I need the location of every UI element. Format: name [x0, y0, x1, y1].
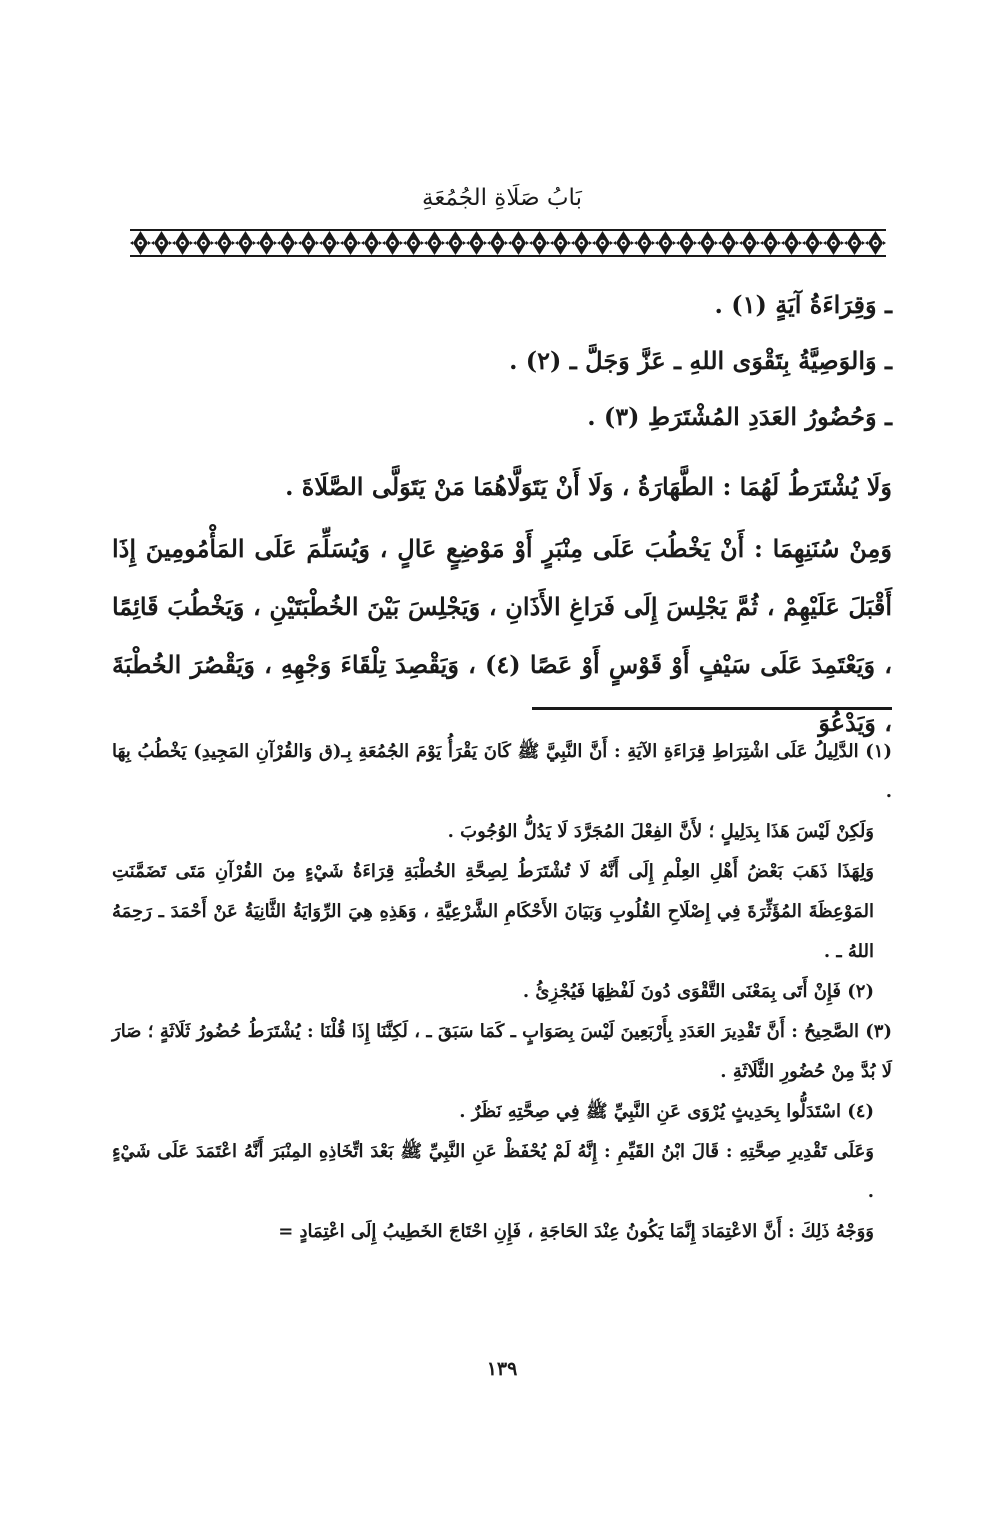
- condition-item-attendance: ـ وَحُضُورُ العَدَدِ المُشْتَرَطِ (٣) .: [587, 402, 892, 431]
- footnote-4-continuation: وَعَلَى تَقْدِيرِ صِحَّتِهِ : قَالَ ابْنُ القَيِّمِ : إِنَّهُ لَمْ يُحْفَظْ عَنِ النَّبِيِّ ﷺ بَعْدَ اتِّخَاذِهِ المِنْبَرَ أَنَّهُ اعْتَمَدَ عَلَى شَيْءٍ .: [112, 1141, 874, 1202]
- footnote-divider: [532, 707, 892, 710]
- footnote-1-continuation: وَلَكِنْ لَيْسَ هَذَا بِدَلِيلٍ ؛ لأَنَّ الفِعْلَ المُجَرَّدَ لَا يَدُلُّ الوُجُوبَ .: [447, 821, 874, 842]
- footnote-4-continuation: وَوَجْهُ ذَلِكَ : أَنَّ الاعْتِمَادَ إِنَّمَا يَكُونُ عِنْدَ الحَاجَةِ ، فَإِنِ احْتَاجَ الخَطِيبُ إِلَى اعْتِمَادٍ =: [278, 1221, 874, 1242]
- footnote-4: (٤) اسْتَدَلُّوا بِحَدِيثٍ يُرْوَى عَنِ النَّبِيِّ ﷺ فِي صِحَّتِهِ نَظَرٌ .: [459, 1101, 874, 1122]
- condition-item-taqwa: ـ وَالوَصِيَّةُ بِتَقْوَى اللهِ ـ عَزَّ وَجَلَّ ـ (٢) .: [509, 346, 892, 375]
- main-text: [112, 290, 892, 752]
- ornament-divider: [130, 228, 886, 258]
- paragraph-sunnahs: وَمِنْ سُنَنِهِمَا : أَنْ يَخْطُبَ عَلَى مِنْبَرٍ أَوْ مَوْضِعٍ عَالٍ ، وَيُسَلِّمَ عَلَى المَأْمُومِينَ إِذَا أَقْبَلَ عَلَيْهِمْ ، ثُمَّ يَجْلِسَ إِلَى فَرَاغِ الأَذَانِ ، وَيَجْلِسَ بَيْنَ الخُطْبَتَيْنِ ، وَيَخْطُبَ قَائِمًا ، وَيَعْتَمِدَ عَلَى سَيْفٍ أَوْ قَوْسٍ أَوْ عَصًا (٤) ، وَيَقْصِدَ تِلْقَاءَ وَجْهِهِ ، وَيَقْصُرَ الخُطْبَةَ ، وَيَدْعُوَ: [112, 534, 893, 737]
- footnote-2: (٢) فَإِنْ أَتَى بِمَعْنَى التَّقْوَى دُونَ لَفْظِهَا فَيُجْزِئُ .: [522, 981, 874, 1002]
- paragraph-not-required: وَلَا يُشْتَرَطُ لَهُمَا : الطَّهَارَةُ ، وَلَا أَنْ يَتَوَلَّاهُمَا مَنْ يَتَوَلَّى الصَّلَاةَ .: [285, 472, 892, 501]
- footnote-1-continuation: وَلِهَذَا ذَهَبَ بَعْضُ أَهْلِ العِلْمِ إِلَى أَنَّهُ لَا تُشْتَرَطُ لِصِحَّةِ الخُطْبَةِ قِرَاءَةُ شَيْءٍ مِنَ القُرْآنِ مَتَى تَضَمَّنَتِ المَوْعِظَةَ المُؤَثِّرَةَ فِي إِصْلَاحِ القُلُوبِ وَبَيَانَ الأَحْكَامِ الشَّرْعِيَّةِ ، وَهَذِهِ هِيَ الرِّوَايَةُ الثَّانِيَةُ عَنْ أَحْمَدَ ـ رَحِمَهُ اللهُ ـ .: [112, 861, 874, 962]
- footnote-1: (١) الدَّلِيلُ عَلَى اشْتِرَاطِ قِرَاءَةِ الآيَةِ : أَنَّ النَّبِيَّ ﷺ كَانَ يَقْرَأُ يَوْمَ الجُمُعَةِ بِـ(ق وَالقُرْآنِ المَجِيدِ) يَخْطُبُ بِهَا .: [112, 741, 892, 802]
- footnote-3: (٣) الصَّحِيحُ : أَنَّ تَقْدِيرَ العَدَدِ بِأَرْبَعِينَ لَيْسَ بِصَوَابٍ ـ كَمَا سَبَقَ ـ ، لَكِنَّنَا إِذَا قُلْنَا : يُشْتَرَطُ حُضُورُ ثَلَاثَةٍ ؛ صَارَ لَا بُدَّ مِنْ حُضُورِ الثَّلَاثَةِ .: [112, 1021, 892, 1082]
- condition-item-recitation: ـ وَقِرَاءَةُ آيَةٍ (١) .: [714, 290, 892, 319]
- footnotes: [112, 732, 892, 1252]
- page-number: ١٣٩: [486, 1358, 518, 1380]
- chapter-title: بَابُ صَلَاةِ الجُمُعَةِ: [422, 185, 582, 211]
